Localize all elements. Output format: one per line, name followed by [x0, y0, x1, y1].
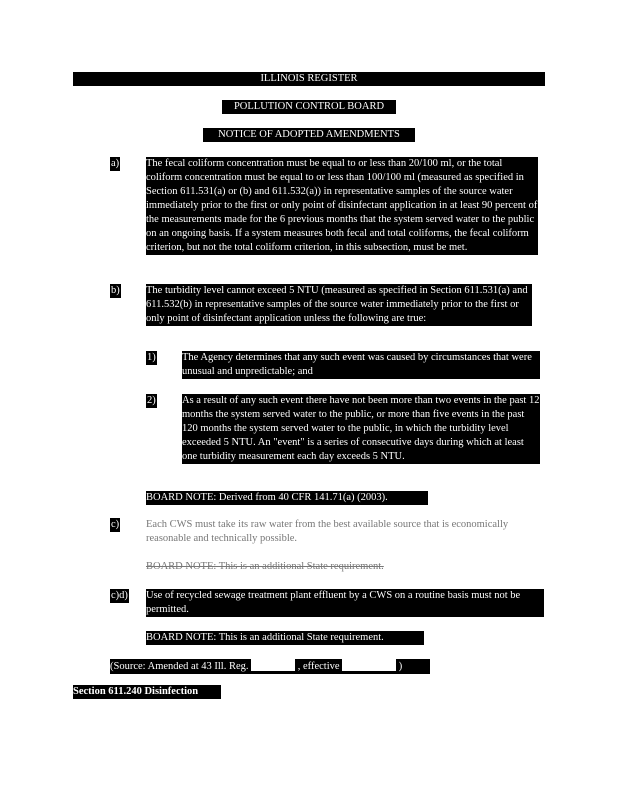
item-b1-label: 1)	[147, 352, 156, 363]
register-title: ILLINOIS REGISTER	[73, 72, 545, 86]
notice-title: NOTICE OF ADOPTED AMENDMENTS	[203, 128, 415, 142]
item-c-board-note: BOARD NOTE: This is an additional State requirement.	[146, 561, 384, 572]
item-a-text: The fecal coliform concentration must be equal to or less than 20/100 ml, or the total coliform concentration must be equal to or less than 100/100 ml (measured as specified in Section 611.531(a) or (b) and 611.532(a)) in representative samples of the source water immediately prior to the first or only point of disinfectant application in at least 90 percent of the measurements made for the 6 previous months that the system served water to the public on an ongoing basis. If a system measures both fecal and total coliforms, the fecal coliform criterion, but not the total coliform criterion, in this subsection, must be met.	[146, 158, 538, 253]
board-title: POLLUTION CONTROL BOARD	[222, 100, 396, 114]
item-b2-label: 2)	[147, 395, 156, 406]
item-a-label: a)	[111, 158, 120, 169]
source-suffix: )	[398, 661, 403, 672]
item-b-label: b)	[111, 285, 120, 296]
item-d-text: Use of recycled sewage treatment plant effluent by a CWS on a routine basis must not be permitted.	[146, 589, 544, 617]
item-b-board-note: BOARD NOTE: Derived from 40 CFR 141.71(a) (2003).	[146, 491, 428, 505]
item-d-label: c)d)	[111, 590, 128, 601]
item-b1-text: The Agency determines that any such event was caused by circumstances that were unusual and unpredictable; and	[182, 351, 540, 379]
source-prefix: (Source: Amended at 43 Ill. Reg.	[110, 661, 249, 672]
item-b-text: The turbidity level cannot exceed 5 NTU (measured as specified in Section 611.531(a) and 611.532(b) in representative samples of the source water immediately prior to the first or only point of disinfectant application unless the following are true:	[146, 284, 532, 326]
item-d-board-note: BOARD NOTE: This is an additional State requirement.	[146, 631, 424, 645]
item-b2-text: As a result of any such event there have not been more than two events in the past 12 months the system served water to the public, or more than five events in the past 120 months the system served water to the public, in which the turbidity level exceeded 5 NTU. An "event" is a series of consecutive days during which at least one turbidity measurement each day exceeds 5 NTU.	[182, 395, 540, 462]
source-date-blank	[251, 659, 295, 671]
source-line	[110, 659, 430, 674]
source-effective-blank	[342, 659, 396, 671]
item-c-label: c)	[111, 519, 120, 530]
source-middle: , effective	[297, 661, 340, 672]
item-c-text: Each CWS must take its raw water from the best available source that is economically reasonable and technically possible.	[146, 519, 509, 544]
section-heading: Section 611.240 Disinfection	[73, 685, 221, 699]
